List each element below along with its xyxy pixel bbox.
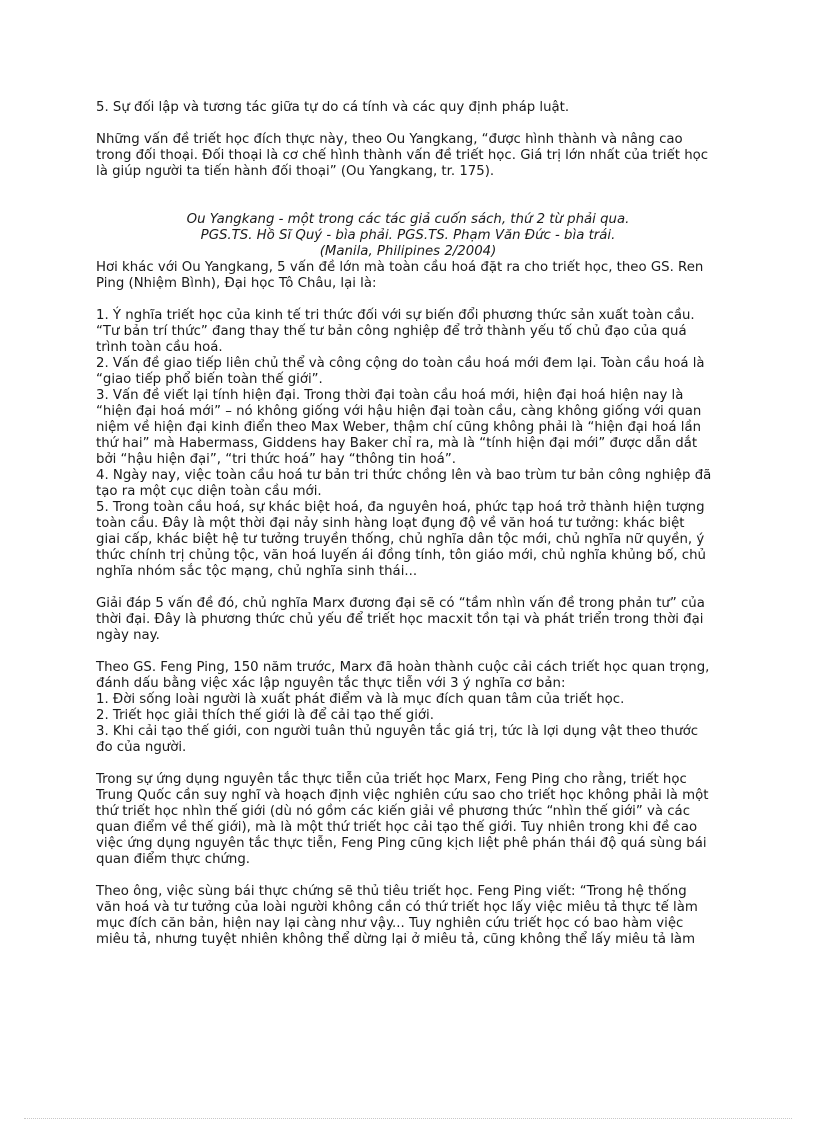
list-line: 4. Ngày nay, việc toàn cầu hoá tư bản tri thức chồng lên và bao trùm tư bản công nghiệp đã <box>96 468 712 483</box>
caption-line: PGS.TS. Hồ Sĩ Quý - bìa phải. PGS.TS. Phạm Văn Đức - bìa trái. <box>200 228 616 243</box>
text-line: thời đại. Đây là phương thức chủ yếu để triết học macxit tồn tại và phát triển trong thời đại <box>96 612 704 627</box>
text-line: mục đích căn bản, hiện nay lại càng như vậy... Tuy nghiên cứu triết học có bao hàm việc <box>96 916 684 931</box>
list-line: 2. Vấn đề giao tiếp liên chủ thể và công cộng do toàn cầu hoá mới đem lại. Toàn cầu hoá là <box>96 356 705 371</box>
paragraph-answer <box>96 596 720 644</box>
list-line: 5. Trong toàn cầu hoá, sự khác biệt hoá, đa nguyên hoá, phức tạp hoá trở thành hiện tượng <box>96 500 705 515</box>
paragraph-theo-ong <box>96 884 720 948</box>
text-line: Giải đáp 5 vấn đề đó, chủ nghĩa Marx đương đại sẽ có “tầm nhìn vấn đề trong phản tư” của <box>96 596 705 611</box>
text-line: đánh dấu bằng việc xác lập nguyên tắc thực tiễn với 3 ý nghĩa cơ bản: <box>96 676 566 691</box>
text-line: quan điểm về thế giới), mà là một thứ triết học cải tạo thế giới. Tuy nhiên trong khi đề cao <box>96 820 698 835</box>
paragraph-ren-ping <box>96 260 720 292</box>
text-line: 1. Đời sống loài người là xuất phát điểm và là mục đích quan tâm của triết học. <box>96 692 625 707</box>
photo-caption <box>96 212 720 260</box>
text-line: 3. Khi cải tạo thế giới, con người tuân thủ nguyên tắc giá trị, tức là lợi dụng vật theo thước <box>96 724 699 739</box>
page-bottom-border <box>24 1118 792 1119</box>
list-line: nghĩa nhóm sắc tộc mạng, chủ nghĩa sinh thái... <box>96 564 418 579</box>
text-line: là giúp người ta tiến hành đối thoại” (Ou Yangkang, tr. 175). <box>96 164 495 179</box>
list-line: “giao tiếp phổ biến toàn thế giới”. <box>96 372 323 387</box>
list-line: niệm về hiện đại kinh điển theo Max Weber, thậm chí cũng không phải là “hiện đại hoá lần <box>96 420 702 435</box>
list-line: tạo ra một cục diện toàn cầu mới. <box>96 484 322 499</box>
text-line: quan điểm thực chứng. <box>96 852 251 867</box>
text-line: 2. Triết học giải thích thế giới là để cải tạo thế giới. <box>96 708 434 723</box>
paragraph-feng-ping <box>96 660 720 756</box>
text-line: Trong sự ứng dụng nguyên tắc thực tiễn của triết học Marx, Feng Ping cho rằng, triết học <box>96 772 687 787</box>
text-line: văn hoá và tư tưởng của loài người không cần có thứ triết học lấy việc miêu tả thực tế làm <box>96 900 698 915</box>
text-line: thứ triết học nhìn thế giới (dù nó gồm các kiến giải về phương thức “nhìn thế giới” và các <box>96 804 691 819</box>
text-line: trong đối thoại. Đối thoại là cơ chế hình thành vấn đề triết học. Giá trị lớn nhất của triết học <box>96 148 709 163</box>
list-line: 3. Vấn đề viết lại tính hiện đại. Trong thời đại toàn cầu hoá mới, hiện đại hoá hiện nay là <box>96 388 684 403</box>
text-line: đo của người. <box>96 740 187 755</box>
list-line: 1. Ý nghĩa triết học của kinh tế tri thức đối với sự biến đổi phương thức sản xuất toàn cầu. <box>96 308 695 323</box>
list-line: thứ hai” mà Habermass, Giddens hay Baker chỉ ra, mà là “tính hiện đại mới” được dẫn dắt <box>96 436 698 451</box>
list-line: giai cấp, khác biệt hệ tư tưởng truyền thống, chủ nghĩa dân tộc mới, chủ nghĩa nữ quyền, ý <box>96 532 705 547</box>
list-line: “hiện đại hoá mới” – nó không giống với hậu hiện đại toàn cầu, càng không giống với quan <box>96 404 702 419</box>
document-page <box>96 100 720 948</box>
paragraph-philosophy-issues <box>96 132 720 180</box>
caption-line: Ou Yangkang - một trong các tác giả cuốn sách, thứ 2 từ phải qua. <box>186 212 630 227</box>
item-5 <box>96 100 720 116</box>
list-line: trình toàn cầu hoá. <box>96 340 223 355</box>
text-line: miêu tả, nhưng tuyệt nhiên không thể dừng lại ở miêu tả, cũng không thể lấy miêu tả làm <box>96 932 696 947</box>
text-line: 5. Sự đối lập và tương tác giữa tự do cá tính và các quy định pháp luật. <box>96 100 570 115</box>
five-issues-list <box>96 308 720 580</box>
text-line: ngày nay. <box>96 628 160 643</box>
caption-line: (Manila, Philipines 2/2004) <box>319 244 497 259</box>
text-line: Trung Quốc cần suy nghĩ và hoạch định việc nghiên cứu sao cho triết học không phải là một <box>96 788 709 803</box>
list-line: toàn cầu. Đây là một thời đại nảy sinh hàng loạt đụng độ về văn hoá tư tưởng: khác biệt <box>96 516 685 531</box>
list-line: “Tư bản trí thức” đang thay thế tư bản công nghiệp để trở thành yếu tố chủ đạo của quá <box>96 324 687 339</box>
text-line: Hơi khác với Ou Yangkang, 5 vấn đề lớn mà toàn cầu hoá đặt ra cho triết học, theo GS. Ren <box>96 260 704 275</box>
list-line: bởi “hậu hiện đại”, “tri thức hoá” hay “thông tin hoá”. <box>96 452 456 467</box>
list-line: thức chính trị chủng tộc, văn hoá luyến ái đồng tính, tôn giáo mới, chủ nghĩa khủng bố, chủ <box>96 548 706 563</box>
text-line: việc ứng dụng nguyên tắc thực tiễn, Feng Ping cũng kịch liệt phê phán thái độ quá sùng bái <box>96 836 707 851</box>
text-line: Theo ông, việc sùng bái thực chứng sẽ thủ tiêu triết học. Feng Ping viết: “Trong hệ thống <box>96 884 687 899</box>
text-line: Ping (Nhiệm Bình), Đại học Tô Châu, lại là: <box>96 276 377 291</box>
text-line: Theo GS. Feng Ping, 150 năm trước, Marx đã hoàn thành cuộc cải cách triết học quan trọng, <box>96 660 710 675</box>
paragraph-application <box>96 772 720 868</box>
text-line: Những vấn đề triết học đích thực này, theo Ou Yangkang, “được hình thành và nâng cao <box>96 132 683 147</box>
